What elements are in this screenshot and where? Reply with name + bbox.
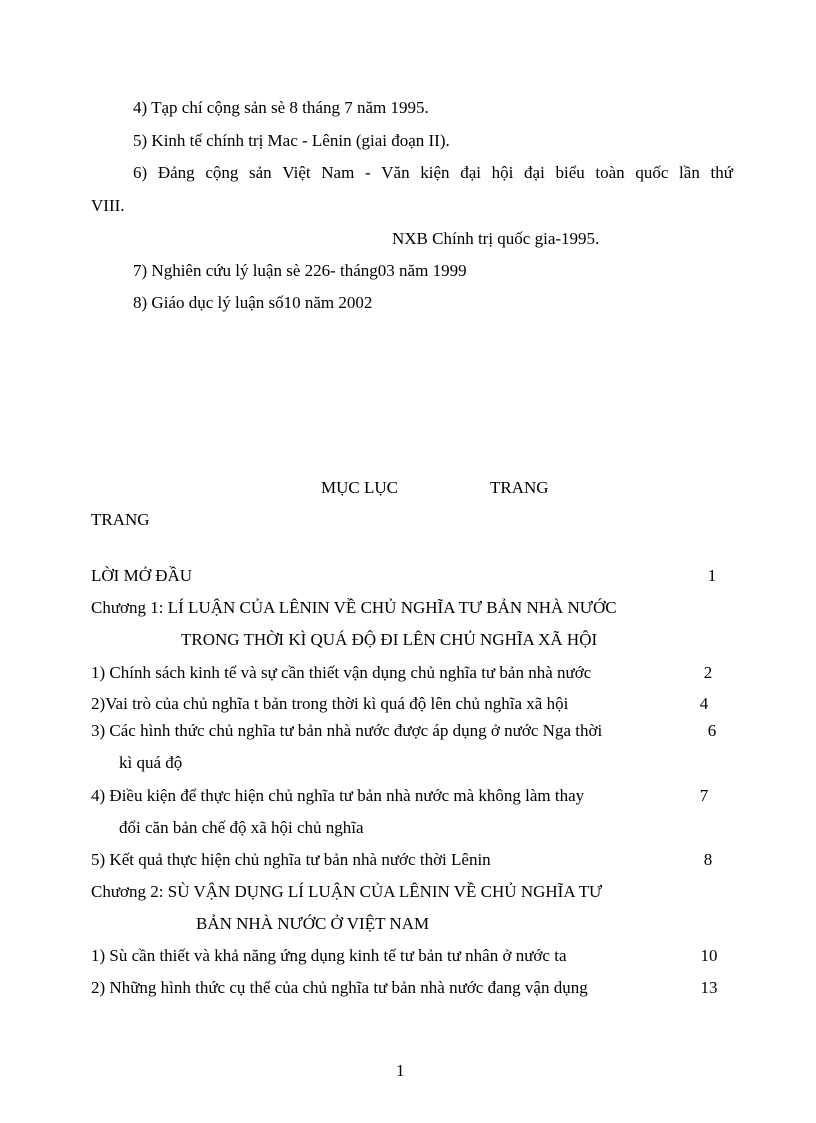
reference-item: 5) Kinh tế chính trị Mac - Lênin (giai đoạn II). bbox=[133, 131, 450, 150]
toc-entry: LỜI MỞ ĐẦU bbox=[91, 566, 193, 585]
page-number: 1 bbox=[396, 1061, 405, 1080]
toc-chapter-heading: Chương 2: SÙ VẬN DỤNG LÍ LUẬN CỦA LÊNIN VỀ CHỦ NGHĨA TƯ bbox=[91, 882, 603, 901]
toc-chapter-heading: Chương 1: LÍ LUẬN CỦA LÊNIN VỀ CHỦ NGHĨA TƯ BẢN NHÀ NƯỚC bbox=[91, 598, 617, 617]
toc-entry-continuation: kì quá độ bbox=[119, 753, 183, 772]
toc-header-trang: TRANG bbox=[490, 478, 549, 497]
toc-page-number: 1 bbox=[707, 566, 717, 585]
toc-trang-label: TRANG bbox=[91, 510, 150, 529]
toc-page-number: 4 bbox=[699, 694, 709, 713]
toc-entry: 4) Điều kiện để thực hiện chủ nghĩa tư bản nhà nước mà không làm thay bbox=[91, 786, 585, 805]
reference-publisher: NXB Chính trị quốc gia-1995. bbox=[392, 229, 600, 248]
toc-entry: 1) Sù cần thiết và khả năng ứng dụng kinh tế tư bản tư nhân ở nước ta bbox=[91, 946, 567, 965]
toc-page-number: 8 bbox=[703, 850, 713, 869]
toc-entry: 1) Chính sách kinh tế và sự cần thiết vận dụng chủ nghĩa tư bản nhà nước bbox=[91, 663, 592, 682]
toc-chapter-heading: TRONG THỜI KÌ QUÁ ĐỘ ĐI LÊN CHỦ NGHĨA XÃ HỘI bbox=[181, 630, 598, 649]
toc-page-number: 13 bbox=[700, 978, 718, 997]
reference-item: VIII. bbox=[91, 196, 125, 215]
reference-item: 7) Nghiên cứu lý luận sè 226- tháng03 năm 1999 bbox=[133, 261, 467, 280]
reference-item: 4) Tạp chí cộng sản sè 8 tháng 7 năm 1995. bbox=[133, 98, 429, 117]
toc-entry: 5) Kết quả thực hiện chủ nghĩa tư bản nhà nước thời Lênin bbox=[91, 850, 491, 869]
toc-entry: 2)Vai trò của chủ nghĩa t bản trong thời kì quá độ lên chủ nghĩa xã hội bbox=[91, 694, 569, 713]
toc-entry: 2) Những hình thức cụ thể của chủ nghĩa tư bản nhà nước đang vận dụng bbox=[91, 978, 588, 997]
toc-page-number: 2 bbox=[703, 663, 713, 682]
toc-page-number: 6 bbox=[707, 721, 717, 740]
reference-item: 6) Đảng cộng sản Việt Nam - Văn kiện đại hội đại biểu toàn quốc lần thứ bbox=[133, 163, 733, 182]
toc-chapter-heading: BẢN NHÀ NƯỚC Ở VIỆT NAM bbox=[196, 914, 430, 933]
toc-entry: 3) Các hình thức chủ nghĩa tư bản nhà nước được áp dụng ở nước Nga thời bbox=[91, 721, 603, 740]
reference-item: 8) Giáo dục lý luận số10 năm 2002 bbox=[133, 293, 373, 312]
toc-page-number: 7 bbox=[699, 786, 709, 805]
toc-page-number: 10 bbox=[700, 946, 718, 965]
toc-title: MỤC LỤC bbox=[321, 478, 398, 497]
toc-entry-continuation: đổi căn bản chế độ xã hội chủ nghĩa bbox=[119, 818, 364, 837]
